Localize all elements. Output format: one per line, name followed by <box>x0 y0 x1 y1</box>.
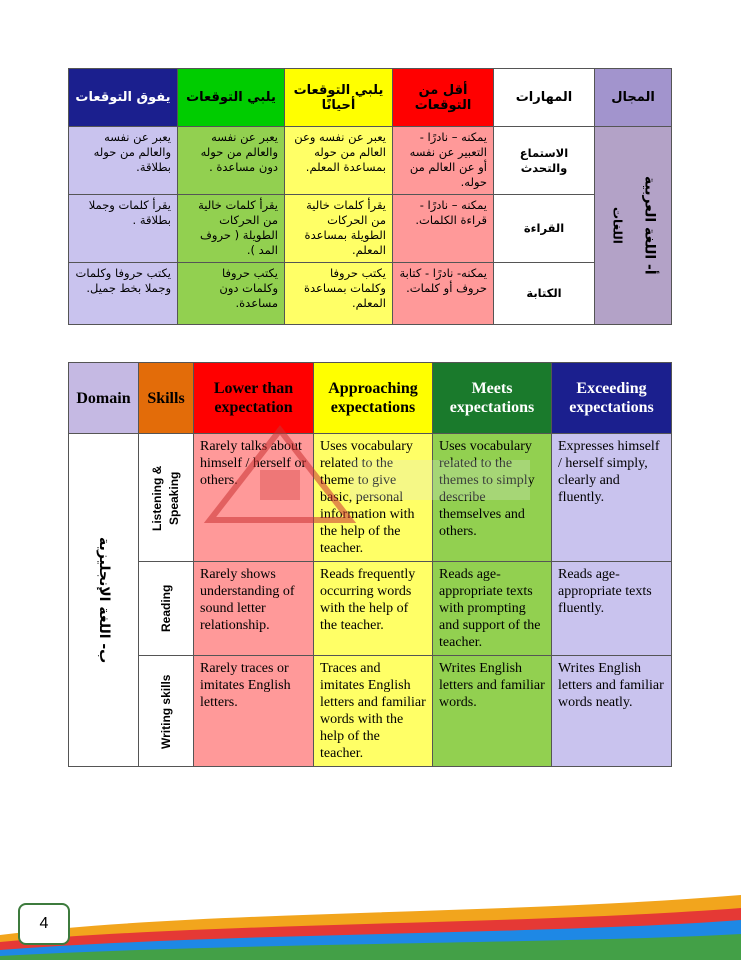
skill-cell <box>139 434 194 562</box>
header-lower: أقل من التوقعات <box>393 69 494 127</box>
header-domain: Domain <box>69 363 139 434</box>
header-approaching: Approaching expectations <box>314 363 433 434</box>
cell-meets: Reads age-appropriate texts with prompting and support of the teacher. <box>433 562 552 656</box>
header-approaching: يلبي التوقعات أحيانًا <box>285 69 393 127</box>
cell-approaching: Uses vocabulary related to the theme to give basic, personal information with the help of the teacher. <box>314 434 433 562</box>
skill-cell <box>139 656 194 767</box>
domain-cell <box>69 434 139 767</box>
cell-approaching: يقرأ كلمات خالية من الحركات الطويلة بمساعدة المعلم. <box>285 195 393 262</box>
cell-approaching: يعبر عن نفسه وعن العالم من حوله بمساعدة المعلم. <box>285 127 393 195</box>
cell-meets: يقرأ كلمات خالية من الحركات الطويلة ( حروف المد ). <box>178 195 285 262</box>
cell-lower: يمكنه – نادرًا - قراءة الكلمات. <box>393 195 494 262</box>
skill-label: القراءة <box>494 195 595 262</box>
header-exceeding: Exceeding expectations <box>552 363 672 434</box>
cell-approaching: Reads frequently occurring words with the help of the teacher. <box>314 562 433 656</box>
cell-meets: يكتب حروفا وكلمات دون مساعدة. <box>178 262 285 324</box>
domain-label: أ- اللغة العربية <box>641 176 658 275</box>
cell-approaching: يكتب حروفا وكلمات بمساعدة المعلم. <box>285 262 393 324</box>
cell-lower: يمكنه- نادرًا - كتابة حروف أو كلمات. <box>393 262 494 324</box>
footer-wave-decoration <box>0 880 741 960</box>
cell-exceeding: يعبر عن نفسه والعالم من حوله بطلاقة. <box>69 127 178 195</box>
cell-lower: Rarely traces or imitates English letters. <box>194 656 314 767</box>
skill-cell <box>139 562 194 656</box>
header-meets: Meets expectations <box>433 363 552 434</box>
header-skills: Skills <box>139 363 194 434</box>
cell-lower: Rarely talks about himself / herself or others. <box>194 434 314 562</box>
cell-exceeding: يكتب حروفا وكلمات وجملا بخط جميل. <box>69 262 178 324</box>
cell-exceeding: Reads age-appropriate texts fluently. <box>552 562 672 656</box>
cell-exceeding: يقرأ كلمات وجملا بطلاقة . <box>69 195 178 262</box>
skill-label: الاستماع والتحدث <box>494 127 595 195</box>
domain-label: ب- اللغة الإنجليزية <box>96 536 112 664</box>
cell-lower: Rarely shows understanding of sound letter relationship. <box>194 562 314 656</box>
cell-meets: Writes English letters and familiar words. <box>433 656 552 767</box>
header-lower: Lower than expectation <box>194 363 314 434</box>
header-exceeding: يفوق التوقعات <box>69 69 178 127</box>
cell-exceeding: Writes English letters and familiar words neatly. <box>552 656 672 767</box>
page-number: 4 <box>18 903 70 945</box>
domain-sub-label: اللغات <box>610 207 625 245</box>
cell-approaching: Traces and imitates English letters and familiar words with the help of the teacher. <box>314 656 433 767</box>
skill-label: Reading <box>158 584 173 633</box>
domain-cell <box>595 127 672 325</box>
skill-label: الكتابة <box>494 262 595 324</box>
arabic-assessment-table <box>68 68 672 325</box>
header-meets: يلبي التوقعات <box>178 69 285 127</box>
cell-exceeding: Expresses himself / herself simply, clearly and fluently. <box>552 434 672 562</box>
english-assessment-table <box>68 362 672 767</box>
cell-meets: Uses vocabulary related to the themes to simply describe themselves and others. <box>433 434 552 562</box>
cell-lower: يمكنه – نادرًا - التعبير عن نفسه أو عن العالم من حوله. <box>393 127 494 195</box>
skill-label: Listening & Speaking <box>150 464 181 531</box>
header-skills: المهارات <box>494 69 595 127</box>
header-domain: المجال <box>595 69 672 127</box>
skill-label: Writing skills <box>158 673 173 749</box>
cell-meets: يعبر عن نفسه والعالم من حوله دون مساعدة . <box>178 127 285 195</box>
